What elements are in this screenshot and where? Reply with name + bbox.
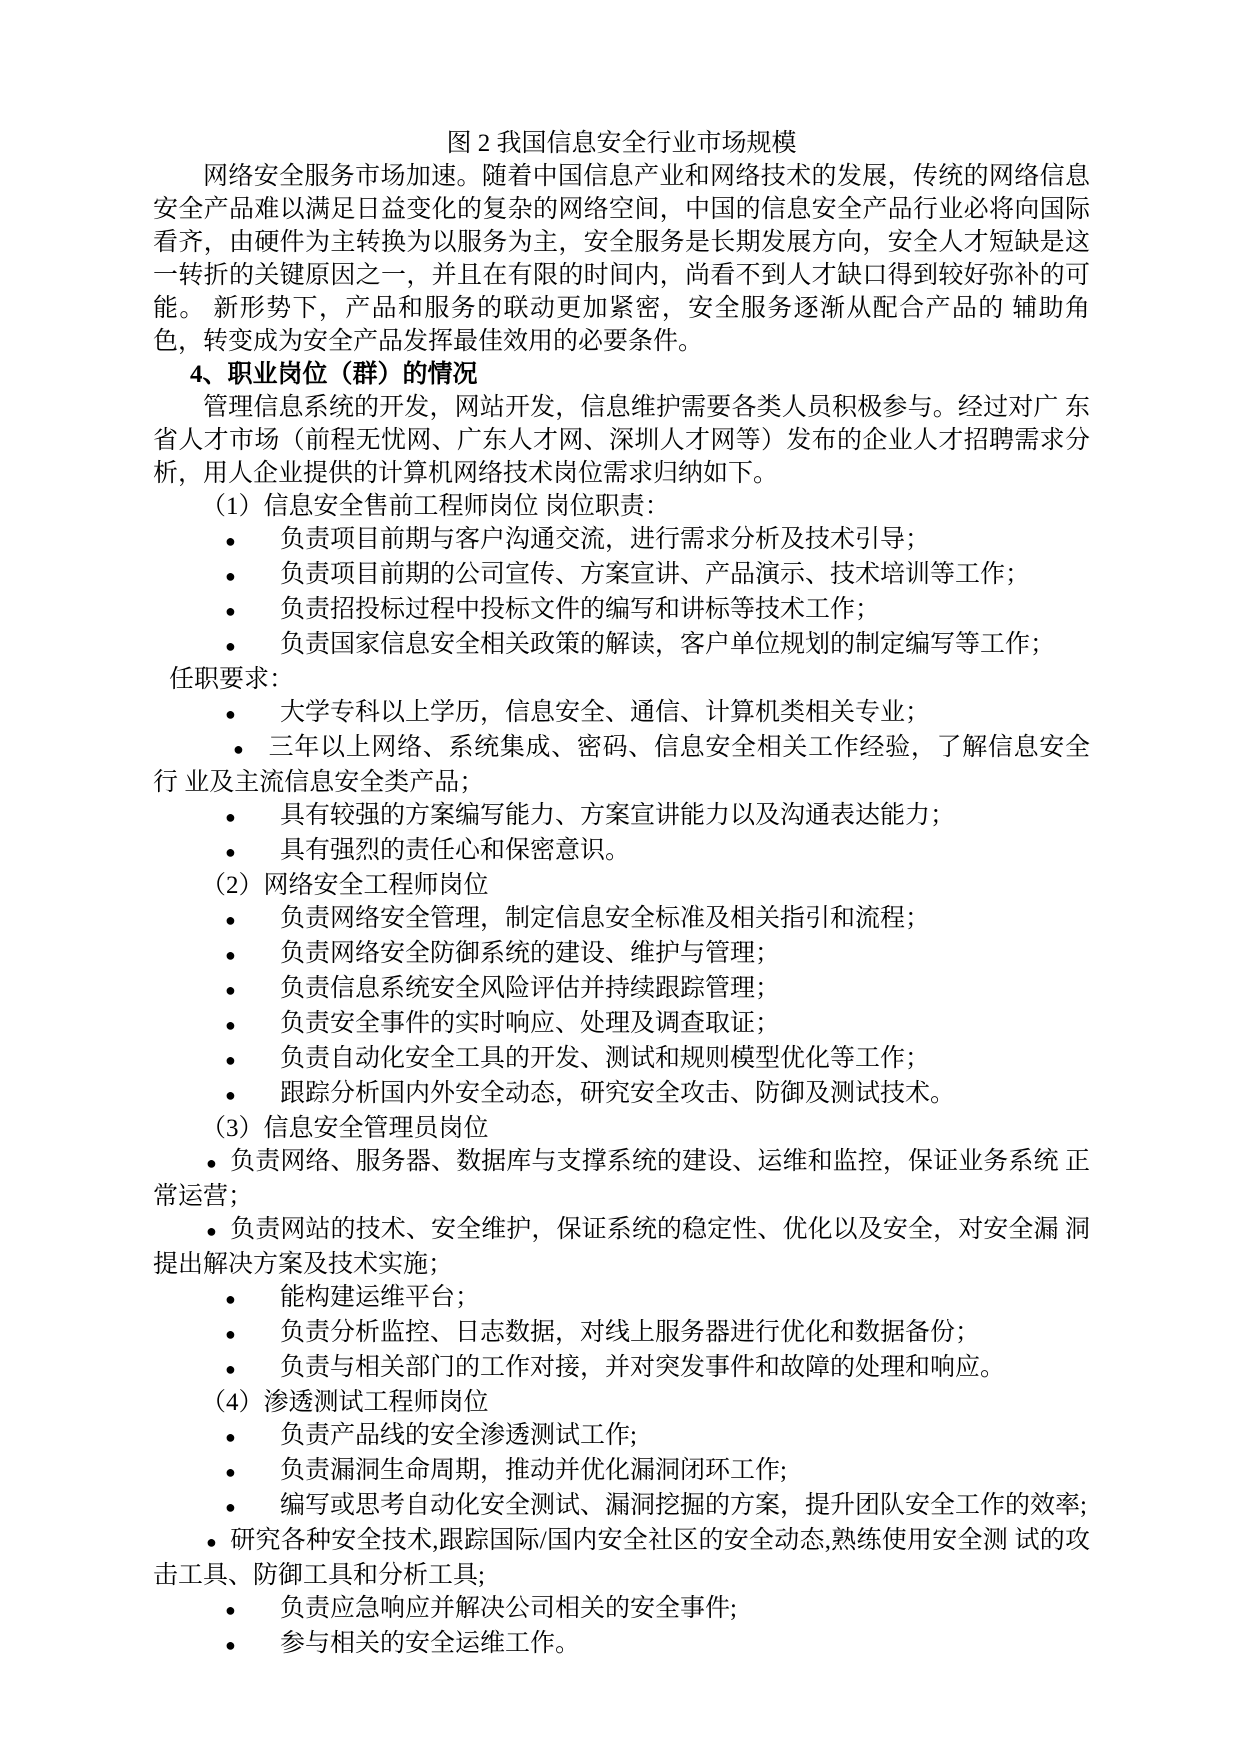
bullet-icon: ● — [225, 1050, 236, 1070]
job2-item — [153, 972, 1090, 1007]
bullet-icon: ● — [225, 1289, 236, 1309]
bullet-icon: ● — [233, 739, 244, 759]
bullet-icon: ● — [225, 842, 236, 862]
job4-heading: （4）渗透测试工程师岗位 — [201, 1389, 489, 1416]
job2-item-text: 负责自动化安全工具的开发、测试和规则模型优化等工作； — [280, 1045, 931, 1072]
job1-requirement-text: 大学专科以上学历，信息安全、通信、计算机类相关专业； — [280, 699, 931, 726]
job2-item — [153, 1007, 1090, 1042]
job3-item — [153, 1213, 1090, 1281]
bullet-icon: ● — [225, 1635, 236, 1655]
job1-requirement-item — [153, 799, 1090, 834]
bullet-icon: ● — [225, 945, 236, 965]
job1-requirement-text: 三年以上网络、系统集成、密码、信息安全相关工作经验，了解信息安全行 业及主流信息安全类产品； — [153, 734, 1090, 796]
bullet-icon: ● — [225, 566, 236, 586]
job1-duty-item — [153, 593, 1090, 628]
bullet-icon: ● — [225, 980, 236, 1000]
job1-requirement-item — [153, 731, 1090, 799]
job4-item — [153, 1592, 1090, 1627]
job1-duty-text: 负责招投标过程中投标文件的编写和讲标等技术工作； — [280, 596, 881, 623]
job1-requirement-text: 具有强烈的责任心和保密意识。 — [280, 837, 631, 864]
job3-item-text: 负责网络、服务器、数据库与支撑系统的建设、运维和监控，保证业务系统 正常运营； — [153, 1148, 1090, 1210]
paragraph-talent-intro: 管理信息系统的开发，网站开发，信息维护需要各类人员积极参与。经过对广 东省人才市场（前程无忧网、广东人才网、深圳人才网等）发布的企业人才招聘需求分析，用人企业提供的计算机网络技术岗位需求归纳如下。 — [153, 394, 1090, 487]
figure-caption: 图 2 我国信息安全行业市场规模 — [446, 130, 797, 157]
job2-item — [153, 1042, 1090, 1077]
bullet-icon: ● — [225, 1085, 236, 1105]
section-heading-job-positions: 4、职业岗位（群）的情况 — [190, 361, 478, 388]
bullet-icon: ● — [225, 1015, 236, 1035]
job1-duty-item — [153, 523, 1090, 558]
job4-item-text: 负责应急响应并解决公司相关的安全事件; — [280, 1595, 737, 1622]
bullet-icon: ● — [225, 1427, 236, 1447]
job4-item — [153, 1489, 1090, 1524]
job2-item — [153, 1077, 1090, 1112]
bullet-icon: ● — [225, 704, 236, 724]
job3-item — [153, 1351, 1090, 1386]
job4-item — [153, 1454, 1090, 1489]
job3-item-text: 负责分析监控、日志数据，对线上服务器进行优化和数据备份； — [280, 1319, 981, 1346]
job1-duty-item — [153, 628, 1090, 663]
job2-item — [153, 937, 1090, 972]
job2-item-text: 跟踪分析国内外安全动态，研究安全攻击、防御及测试技术。 — [280, 1080, 956, 1107]
paragraph-market-acceleration: 网络安全服务市场加速。随着中国信息产业和网络技术的发展，传统的网络信息安全产品难以满足日益变化的复杂的网络空间，中国的信息安全产品行业必将向国际看齐，由硬件为主转换为以服务为主，安全服务是长期发展方向，安全人才短缺是这一转折的关键原因之一，并且在有限的时间内，尚看不到人才缺口得到较好弥补的可能。 新形势下，产品和服务的联动更加紧密，安全服务逐渐从配合产品的 辅助角色，转变成为安全产品发挥最佳效用的必要条件。 — [153, 163, 1090, 355]
bullet-icon: ● — [225, 1462, 236, 1482]
job1-duty-item — [153, 558, 1090, 593]
job1-requirements-label: 任职要求： — [169, 666, 295, 693]
job2-item-text: 负责网络安全管理，制定信息安全标准及相关指引和流程； — [280, 905, 931, 932]
job1-duty-text: 负责项目前期的公司宣传、方案宣讲、产品演示、技术培训等工作； — [280, 561, 1031, 588]
job1-duty-text: 负责国家信息安全相关政策的解读，客户单位规划的制定编写等工作； — [280, 631, 1056, 658]
job2-item-text: 负责安全事件的实时响应、处理及调查取证； — [280, 1010, 781, 1037]
bullet-icon: ● — [225, 1324, 236, 1344]
job2-item — [153, 902, 1090, 937]
job4-item — [153, 1627, 1090, 1662]
job1-heading: （1）信息安全售前工程师岗位 岗位职责： — [201, 493, 670, 520]
bullet-icon: ● — [225, 1497, 236, 1517]
job4-item — [153, 1524, 1090, 1592]
job3-heading: （3）信息安全管理员岗位 — [201, 1115, 489, 1142]
job2-item-text: 负责信息系统安全风险评估并持续跟踪管理； — [280, 975, 781, 1002]
job3-item — [153, 1145, 1090, 1213]
job4-item-text: 编写或思考自动化安全测试、漏洞挖掘的方案，提升团队安全工作的效率; — [280, 1492, 1087, 1519]
bullet-icon: ● — [225, 910, 236, 930]
job3-item-text: 能构建运维平台； — [280, 1284, 481, 1311]
job1-requirement-item — [153, 696, 1090, 731]
bullet-icon: ● — [225, 1359, 236, 1379]
job4-item-text: 参与相关的安全运维工作。 — [280, 1630, 581, 1657]
job3-item — [153, 1281, 1090, 1316]
job4-item-text: 负责产品线的安全渗透测试工作; — [280, 1422, 637, 1449]
bullet-icon: ● — [206, 1532, 217, 1552]
job1-requirement-item — [153, 834, 1090, 869]
bullet-icon: ● — [206, 1153, 217, 1173]
bullet-icon: ● — [206, 1221, 217, 1241]
job3-item-text: 负责网站的技术、安全维护，保证系统的稳定性、优化以及安全，对安全漏 洞提出解决方案及技术实施； — [153, 1216, 1090, 1278]
bullet-icon: ● — [225, 1600, 236, 1620]
job3-item — [153, 1316, 1090, 1351]
bullet-icon: ● — [225, 636, 236, 656]
job4-item-text: 研究各种安全技术,跟踪国际/国内安全社区的安全动态,熟练使用安全测 试的攻击工具、防御工具和分析工具; — [153, 1527, 1090, 1589]
bullet-icon: ● — [225, 807, 236, 827]
bullet-icon: ● — [225, 531, 236, 551]
job3-item-text: 负责与相关部门的工作对接，并对突发事件和故障的处理和响应。 — [280, 1354, 1006, 1381]
job2-heading: （2）网络安全工程师岗位 — [201, 872, 489, 899]
job1-requirement-text: 具有较强的方案编写能力、方案宣讲能力以及沟通表达能力； — [280, 802, 956, 829]
bullet-icon: ● — [225, 601, 236, 621]
job1-duty-text: 负责项目前期与客户沟通交流，进行需求分析及技术引导； — [280, 526, 931, 553]
job4-item-text: 负责漏洞生命周期，推动并优化漏洞闭环工作; — [280, 1457, 787, 1484]
job2-item-text: 负责网络安全防御系统的建设、维护与管理； — [280, 940, 781, 967]
job4-item — [153, 1419, 1090, 1454]
